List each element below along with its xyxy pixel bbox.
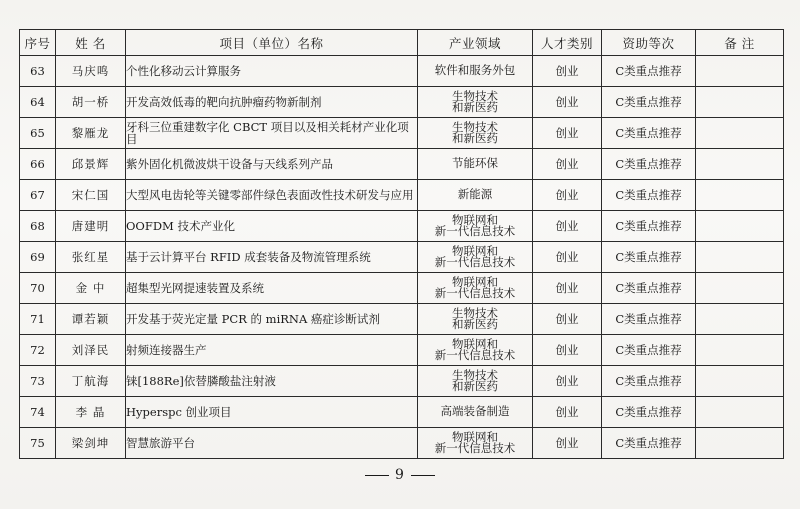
cell-no: 69 (20, 242, 56, 273)
cell-level: C类重点推荐 (602, 149, 696, 180)
cell-project: 大型风电齿轮等关键零部件绿色表面改性技术研发与应用 (126, 180, 418, 211)
cell-no: 73 (20, 366, 56, 397)
cell-project: 开发高效低毒的靶向抗肿瘤药物新制剂 (126, 87, 418, 118)
cell-field: 生物技术 和新医药 (418, 304, 533, 335)
cell-name: 金 中 (56, 273, 126, 304)
page-number-dash-right (411, 475, 435, 476)
cell-field: 生物技术 和新医药 (418, 118, 533, 149)
cell-project: 紫外固化机微波烘干设备与天线系列产品 (126, 149, 418, 180)
cell-level: C类重点推荐 (602, 366, 696, 397)
cell-name: 邱景辉 (56, 149, 126, 180)
page-number (0, 467, 800, 483)
cell-project: 铼[188Re]依替膦酸盐注射液 (126, 366, 418, 397)
cell-field: 物联网和 新一代信息技术 (418, 211, 533, 242)
cell-field: 节能环保 (418, 149, 533, 180)
cell-note (696, 149, 784, 180)
cell-no: 65 (20, 118, 56, 149)
table-row (20, 428, 784, 459)
cell-name: 丁航海 (56, 366, 126, 397)
cell-level: C类重点推荐 (602, 180, 696, 211)
cell-note (696, 428, 784, 459)
cell-note (696, 304, 784, 335)
cell-no: 71 (20, 304, 56, 335)
table-body (20, 56, 784, 459)
cell-field: 物联网和 新一代信息技术 (418, 242, 533, 273)
cell-category: 创业 (533, 273, 602, 304)
table-row (20, 211, 784, 242)
cell-no: 72 (20, 335, 56, 366)
cell-note (696, 211, 784, 242)
table-row (20, 180, 784, 211)
cell-name: 黎雁龙 (56, 118, 126, 149)
cell-name: 梁剑坤 (56, 428, 126, 459)
cell-no: 67 (20, 180, 56, 211)
cell-category: 创业 (533, 149, 602, 180)
cell-project: OOFDM 技术产业化 (126, 211, 418, 242)
cell-level: C类重点推荐 (602, 397, 696, 428)
cell-category: 创业 (533, 335, 602, 366)
cell-level: C类重点推荐 (602, 242, 696, 273)
cell-category: 创业 (533, 56, 602, 87)
cell-field: 新能源 (418, 180, 533, 211)
cell-name: 宋仁国 (56, 180, 126, 211)
cell-category: 创业 (533, 397, 602, 428)
cell-note (696, 56, 784, 87)
cell-project: 基于云计算平台 RFID 成套装备及物流管理系统 (126, 242, 418, 273)
cell-level: C类重点推荐 (602, 273, 696, 304)
cell-note (696, 180, 784, 211)
cell-category: 创业 (533, 87, 602, 118)
cell-level: C类重点推荐 (602, 118, 696, 149)
cell-name: 李 晶 (56, 397, 126, 428)
cell-name: 张红星 (56, 242, 126, 273)
cell-field: 高端装备制造 (418, 397, 533, 428)
page-number-dash-left (365, 475, 389, 476)
cell-project: Hyperspc 创业项目 (126, 397, 418, 428)
table-row (20, 87, 784, 118)
cell-no: 70 (20, 273, 56, 304)
table-row (20, 335, 784, 366)
cell-level: C类重点推荐 (602, 304, 696, 335)
cell-level: C类重点推荐 (602, 211, 696, 242)
cell-name: 谭若颖 (56, 304, 126, 335)
cell-field: 物联网和 新一代信息技术 (418, 335, 533, 366)
cell-note (696, 335, 784, 366)
talent-table (19, 29, 784, 459)
table-header (20, 30, 784, 56)
header-name: 姓 名 (56, 30, 126, 56)
header-level: 资助等次 (602, 30, 696, 56)
cell-category: 创业 (533, 304, 602, 335)
table-row (20, 304, 784, 335)
cell-no: 63 (20, 56, 56, 87)
cell-level: C类重点推荐 (602, 428, 696, 459)
cell-field: 物联网和 新一代信息技术 (418, 428, 533, 459)
table-row (20, 56, 784, 87)
cell-project: 射频连接器生产 (126, 335, 418, 366)
cell-project: 智慧旅游平台 (126, 428, 418, 459)
cell-project: 超集型光网提速装置及系统 (126, 273, 418, 304)
cell-level: C类重点推荐 (602, 56, 696, 87)
cell-no: 68 (20, 211, 56, 242)
cell-note (696, 87, 784, 118)
cell-field: 生物技术 和新医药 (418, 366, 533, 397)
cell-no: 75 (20, 428, 56, 459)
table-row (20, 366, 784, 397)
header-category: 人才类别 (533, 30, 602, 56)
cell-category: 创业 (533, 366, 602, 397)
header-note: 备 注 (696, 30, 784, 56)
header-field: 产业领域 (418, 30, 533, 56)
cell-name: 刘泽民 (56, 335, 126, 366)
cell-no: 66 (20, 149, 56, 180)
table-row (20, 149, 784, 180)
table-row (20, 118, 784, 149)
cell-category: 创业 (533, 428, 602, 459)
header-project: 项目（单位）名称 (126, 30, 418, 56)
table-row (20, 273, 784, 304)
cell-name: 马庆鸣 (56, 56, 126, 87)
cell-no: 74 (20, 397, 56, 428)
cell-category: 创业 (533, 118, 602, 149)
cell-note (696, 242, 784, 273)
cell-project: 开发基于荧光定量 PCR 的 miRNA 癌症诊断试剂 (126, 304, 418, 335)
header-no: 序号 (20, 30, 56, 56)
cell-project: 个性化移动云计算服务 (126, 56, 418, 87)
cell-category: 创业 (533, 242, 602, 273)
cell-category: 创业 (533, 180, 602, 211)
cell-name: 唐建明 (56, 211, 126, 242)
cell-project: 牙科三位重建数字化 CBCT 项目以及相关耗材产业化项目 (126, 118, 418, 149)
cell-field: 软件和服务外包 (418, 56, 533, 87)
cell-note (696, 366, 784, 397)
header-row (20, 30, 784, 56)
cell-level: C类重点推荐 (602, 87, 696, 118)
cell-category: 创业 (533, 211, 602, 242)
table-row (20, 242, 784, 273)
cell-level: C类重点推荐 (602, 335, 696, 366)
page-number-value: 9 (395, 467, 405, 483)
cell-field: 物联网和 新一代信息技术 (418, 273, 533, 304)
cell-note (696, 118, 784, 149)
cell-name: 胡一桥 (56, 87, 126, 118)
cell-field: 生物技术 和新医药 (418, 87, 533, 118)
cell-note (696, 397, 784, 428)
cell-no: 64 (20, 87, 56, 118)
cell-note (696, 273, 784, 304)
table-row (20, 397, 784, 428)
